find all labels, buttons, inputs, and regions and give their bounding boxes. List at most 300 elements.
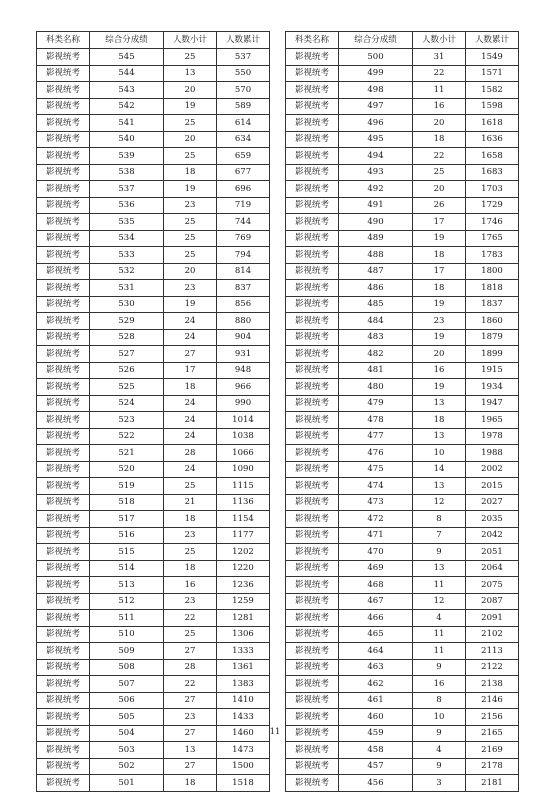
cell-category: 影视统考 <box>286 610 339 627</box>
table-row <box>37 230 270 247</box>
table-row <box>37 49 270 66</box>
cell-category: 影视统考 <box>37 577 90 594</box>
table-row <box>286 82 519 99</box>
cell-score: 462 <box>339 676 413 693</box>
cell-category: 影视统考 <box>286 329 339 346</box>
table-row <box>286 527 519 544</box>
cell-cumulative: 1333 <box>217 643 270 660</box>
cell-count: 14 <box>413 461 466 478</box>
table-row <box>286 709 519 726</box>
cell-score: 515 <box>90 544 164 561</box>
cell-category: 影视统考 <box>286 181 339 198</box>
cell-score: 510 <box>90 626 164 643</box>
table-row <box>37 362 270 379</box>
cell-count: 27 <box>164 692 217 709</box>
table-row <box>286 560 519 577</box>
cell-count: 11 <box>413 643 466 660</box>
cell-count: 11 <box>413 82 466 99</box>
cell-cumulative: 1915 <box>466 362 519 379</box>
cell-score: 528 <box>90 329 164 346</box>
table-row <box>286 148 519 165</box>
table-row <box>37 676 270 693</box>
cell-cumulative: 1965 <box>466 412 519 429</box>
cell-count: 27 <box>164 725 217 742</box>
table-row <box>286 775 519 792</box>
cell-category: 影视统考 <box>286 148 339 165</box>
cell-cumulative: 2087 <box>466 593 519 610</box>
table-row <box>286 428 519 445</box>
cell-count: 18 <box>413 247 466 264</box>
table-row <box>37 247 270 264</box>
cell-count: 31 <box>413 49 466 66</box>
cell-category: 影视统考 <box>37 65 90 82</box>
cell-score: 533 <box>90 247 164 264</box>
cell-count: 13 <box>164 65 217 82</box>
table-header-row <box>286 32 519 49</box>
cell-count: 20 <box>413 346 466 363</box>
cell-score: 541 <box>90 115 164 132</box>
cell-cumulative: 856 <box>217 296 270 313</box>
cell-score: 461 <box>339 692 413 709</box>
cell-cumulative: 550 <box>217 65 270 82</box>
cell-cumulative: 537 <box>217 49 270 66</box>
cell-score: 507 <box>90 676 164 693</box>
table-row <box>37 197 270 214</box>
cell-cumulative: 1703 <box>466 181 519 198</box>
cell-score: 485 <box>339 296 413 313</box>
cell-score: 512 <box>90 593 164 610</box>
table-row <box>37 131 270 148</box>
cell-count: 16 <box>413 676 466 693</box>
table-row <box>37 494 270 511</box>
cell-category: 影视统考 <box>37 775 90 792</box>
cell-count: 19 <box>413 379 466 396</box>
cell-count: 18 <box>164 379 217 396</box>
cell-cumulative: 1460 <box>217 725 270 742</box>
column-header-count: 人数小计 <box>413 32 466 49</box>
table-row <box>37 511 270 528</box>
cell-cumulative: 2075 <box>466 577 519 594</box>
cell-category: 影视统考 <box>37 230 90 247</box>
cell-category: 影视统考 <box>286 725 339 742</box>
cell-cumulative: 1934 <box>466 379 519 396</box>
cell-cumulative: 2064 <box>466 560 519 577</box>
cell-category: 影视统考 <box>286 709 339 726</box>
cell-score: 520 <box>90 461 164 478</box>
cell-score: 517 <box>90 511 164 528</box>
cell-score: 469 <box>339 560 413 577</box>
cell-score: 463 <box>339 659 413 676</box>
cell-score: 458 <box>339 742 413 759</box>
column-header-cumulative: 人数累计 <box>466 32 519 49</box>
table-row <box>37 527 270 544</box>
cell-cumulative: 1383 <box>217 676 270 693</box>
table-row <box>286 445 519 462</box>
cell-category: 影视统考 <box>37 626 90 643</box>
table-row <box>286 577 519 594</box>
table-row <box>286 214 519 231</box>
table-row <box>37 643 270 660</box>
table-row <box>286 544 519 561</box>
cell-category: 影视统考 <box>37 247 90 264</box>
table-row <box>286 280 519 297</box>
cell-score: 456 <box>339 775 413 792</box>
cell-score: 506 <box>90 692 164 709</box>
cell-category: 影视统考 <box>286 362 339 379</box>
cell-cumulative: 1473 <box>217 742 270 759</box>
cell-score: 479 <box>339 395 413 412</box>
cell-cumulative: 1636 <box>466 131 519 148</box>
cell-score: 536 <box>90 197 164 214</box>
table-row <box>37 82 270 99</box>
cell-score: 481 <box>339 362 413 379</box>
cell-score: 459 <box>339 725 413 742</box>
cell-count: 18 <box>164 560 217 577</box>
cell-score: 544 <box>90 65 164 82</box>
table-row <box>37 148 270 165</box>
cell-score: 460 <box>339 709 413 726</box>
cell-category: 影视统考 <box>37 758 90 775</box>
cell-score: 537 <box>90 181 164 198</box>
cell-category: 影视统考 <box>286 395 339 412</box>
cell-score: 464 <box>339 643 413 660</box>
cell-score: 522 <box>90 428 164 445</box>
cell-category: 影视统考 <box>286 758 339 775</box>
cell-score: 457 <box>339 758 413 775</box>
cell-count: 27 <box>164 643 217 660</box>
cell-score: 496 <box>339 115 413 132</box>
cell-category: 影视统考 <box>286 164 339 181</box>
cell-count: 20 <box>164 131 217 148</box>
cell-score: 497 <box>339 98 413 115</box>
cell-score: 527 <box>90 346 164 363</box>
cell-category: 影视统考 <box>286 131 339 148</box>
table-row <box>286 692 519 709</box>
cell-cumulative: 794 <box>217 247 270 264</box>
cell-count: 19 <box>164 181 217 198</box>
cell-cumulative: 1090 <box>217 461 270 478</box>
cell-cumulative: 570 <box>217 82 270 99</box>
table-row <box>286 65 519 82</box>
table-row <box>286 329 519 346</box>
cell-category: 影视统考 <box>37 725 90 742</box>
cell-cumulative: 904 <box>217 329 270 346</box>
cell-score: 529 <box>90 313 164 330</box>
cell-category: 影视统考 <box>37 428 90 445</box>
cell-category: 影视统考 <box>37 461 90 478</box>
table-row <box>37 478 270 495</box>
cell-score: 535 <box>90 214 164 231</box>
cell-category: 影视统考 <box>286 461 339 478</box>
table-row <box>286 742 519 759</box>
table-row <box>286 659 519 676</box>
cell-category: 影视统考 <box>37 692 90 709</box>
cell-count: 28 <box>164 659 217 676</box>
cell-cumulative: 1038 <box>217 428 270 445</box>
cell-cumulative: 634 <box>217 131 270 148</box>
cell-count: 18 <box>164 511 217 528</box>
cell-category: 影视统考 <box>37 181 90 198</box>
table-row <box>37 445 270 462</box>
cell-score: 493 <box>339 164 413 181</box>
column-header-category: 科类名称 <box>37 32 90 49</box>
table-row <box>37 758 270 775</box>
cell-count: 10 <box>413 445 466 462</box>
cell-cumulative: 1306 <box>217 626 270 643</box>
cell-score: 511 <box>90 610 164 627</box>
table-row <box>37 544 270 561</box>
table-row <box>286 511 519 528</box>
cell-count: 25 <box>164 478 217 495</box>
table-row <box>286 676 519 693</box>
cell-score: 486 <box>339 280 413 297</box>
table-row <box>37 115 270 132</box>
cell-cumulative: 2122 <box>466 659 519 676</box>
cell-count: 19 <box>164 296 217 313</box>
table-row <box>37 65 270 82</box>
cell-count: 20 <box>413 115 466 132</box>
cell-count: 23 <box>413 313 466 330</box>
cell-category: 影视统考 <box>286 247 339 264</box>
table-row <box>37 98 270 115</box>
table-row <box>37 626 270 643</box>
cell-category: 影视统考 <box>286 577 339 594</box>
table-row <box>286 230 519 247</box>
column-header-score: 综合分成绩 <box>90 32 164 49</box>
table-row <box>37 263 270 280</box>
cell-cumulative: 2138 <box>466 676 519 693</box>
table-body-right <box>286 49 519 792</box>
cell-category: 影视统考 <box>37 362 90 379</box>
cell-score: 498 <box>339 82 413 99</box>
cell-category: 影视统考 <box>286 49 339 66</box>
table-row <box>37 395 270 412</box>
cell-score: 487 <box>339 263 413 280</box>
cell-category: 影视统考 <box>286 346 339 363</box>
cell-count: 16 <box>164 577 217 594</box>
cell-count: 23 <box>164 527 217 544</box>
cell-score: 468 <box>339 577 413 594</box>
cell-score: 490 <box>339 214 413 231</box>
cell-cumulative: 1115 <box>217 478 270 495</box>
cell-cumulative: 1014 <box>217 412 270 429</box>
table-row <box>37 428 270 445</box>
cell-cumulative: 1783 <box>466 247 519 264</box>
cell-cumulative: 1220 <box>217 560 270 577</box>
cell-cumulative: 1410 <box>217 692 270 709</box>
cell-score: 531 <box>90 280 164 297</box>
cell-count: 19 <box>164 98 217 115</box>
page-number: 11 <box>269 727 281 737</box>
cell-cumulative: 1860 <box>466 313 519 330</box>
cell-cumulative: 1136 <box>217 494 270 511</box>
table-row <box>37 296 270 313</box>
cell-cumulative: 1177 <box>217 527 270 544</box>
cell-count: 12 <box>413 494 466 511</box>
cell-score: 502 <box>90 758 164 775</box>
table-row <box>286 593 519 610</box>
cell-score: 532 <box>90 263 164 280</box>
cell-category: 影视统考 <box>37 148 90 165</box>
table-row <box>37 577 270 594</box>
cell-score: 521 <box>90 445 164 462</box>
table-row <box>286 131 519 148</box>
cell-count: 25 <box>164 115 217 132</box>
cell-cumulative: 2169 <box>466 742 519 759</box>
cell-category: 影视统考 <box>37 131 90 148</box>
table-row <box>37 280 270 297</box>
table-row <box>286 296 519 313</box>
cell-count: 17 <box>164 362 217 379</box>
cell-cumulative: 1765 <box>466 230 519 247</box>
cell-cumulative: 589 <box>217 98 270 115</box>
cell-count: 27 <box>164 758 217 775</box>
cell-cumulative: 2146 <box>466 692 519 709</box>
cell-cumulative: 931 <box>217 346 270 363</box>
cell-category: 影视统考 <box>286 313 339 330</box>
column-header-cumulative: 人数累计 <box>217 32 270 49</box>
cell-score: 472 <box>339 511 413 528</box>
table-row <box>286 164 519 181</box>
cell-cumulative: 1978 <box>466 428 519 445</box>
cell-count: 17 <box>413 214 466 231</box>
cell-score: 500 <box>339 49 413 66</box>
cell-category: 影视统考 <box>286 445 339 462</box>
cell-category: 影视统考 <box>37 197 90 214</box>
cell-score: 473 <box>339 494 413 511</box>
cell-category: 影视统考 <box>286 98 339 115</box>
table-row <box>37 164 270 181</box>
cell-count: 12 <box>413 593 466 610</box>
cell-count: 8 <box>413 511 466 528</box>
cell-cumulative: 2091 <box>466 610 519 627</box>
table-row <box>37 329 270 346</box>
cell-category: 影视统考 <box>37 527 90 544</box>
table-row <box>37 610 270 627</box>
cell-score: 467 <box>339 593 413 610</box>
cell-category: 影视统考 <box>286 511 339 528</box>
cell-category: 影视统考 <box>286 643 339 660</box>
cell-cumulative: 2181 <box>466 775 519 792</box>
cell-category: 影视统考 <box>37 395 90 412</box>
cell-category: 影视统考 <box>286 775 339 792</box>
cell-category: 影视统考 <box>37 115 90 132</box>
cell-category: 影视统考 <box>286 214 339 231</box>
cell-category: 影视统考 <box>37 659 90 676</box>
cell-cumulative: 1683 <box>466 164 519 181</box>
cell-count: 24 <box>164 412 217 429</box>
cell-score: 518 <box>90 494 164 511</box>
cell-category: 影视统考 <box>37 346 90 363</box>
cell-category: 影视统考 <box>286 428 339 445</box>
table-row <box>37 659 270 676</box>
cell-category: 影视统考 <box>37 610 90 627</box>
cell-cumulative: 1236 <box>217 577 270 594</box>
cell-category: 影视统考 <box>286 115 339 132</box>
cell-count: 24 <box>164 313 217 330</box>
cell-cumulative: 2015 <box>466 478 519 495</box>
cell-score: 542 <box>90 98 164 115</box>
cell-score: 499 <box>339 65 413 82</box>
cell-count: 25 <box>164 148 217 165</box>
cell-cumulative: 1879 <box>466 329 519 346</box>
cell-cumulative: 1571 <box>466 65 519 82</box>
table-row <box>37 742 270 759</box>
cell-count: 24 <box>164 461 217 478</box>
table-row <box>286 115 519 132</box>
cell-count: 10 <box>413 709 466 726</box>
table-row <box>286 197 519 214</box>
cell-count: 3 <box>413 775 466 792</box>
table-row <box>286 49 519 66</box>
cell-count: 13 <box>413 478 466 495</box>
cell-count: 18 <box>413 412 466 429</box>
cell-category: 影视统考 <box>286 197 339 214</box>
cell-cumulative: 1518 <box>217 775 270 792</box>
cell-category: 影视统考 <box>37 742 90 759</box>
cell-score: 465 <box>339 626 413 643</box>
cell-cumulative: 659 <box>217 148 270 165</box>
cell-count: 11 <box>413 626 466 643</box>
cell-count: 20 <box>164 82 217 99</box>
cell-count: 24 <box>164 329 217 346</box>
cell-category: 影视统考 <box>286 379 339 396</box>
table-row <box>37 412 270 429</box>
cell-category: 影视统考 <box>286 82 339 99</box>
cell-score: 482 <box>339 346 413 363</box>
cell-score: 504 <box>90 725 164 742</box>
cell-count: 4 <box>413 742 466 759</box>
cell-count: 28 <box>164 445 217 462</box>
table-row <box>286 758 519 775</box>
cell-score: 478 <box>339 412 413 429</box>
cell-count: 23 <box>164 593 217 610</box>
cell-count: 18 <box>164 164 217 181</box>
cell-category: 影视统考 <box>286 65 339 82</box>
table-row <box>286 247 519 264</box>
cell-count: 18 <box>413 280 466 297</box>
cell-cumulative: 1618 <box>466 115 519 132</box>
cell-score: 492 <box>339 181 413 198</box>
cell-count: 22 <box>413 65 466 82</box>
cell-cumulative: 2113 <box>466 643 519 660</box>
table-row <box>37 461 270 478</box>
cell-count: 16 <box>413 362 466 379</box>
cell-score: 509 <box>90 643 164 660</box>
cell-category: 影视统考 <box>37 379 90 396</box>
cell-cumulative: 1202 <box>217 544 270 561</box>
table-row <box>37 313 270 330</box>
cell-count: 23 <box>164 280 217 297</box>
cell-category: 影视统考 <box>286 544 339 561</box>
cell-count: 25 <box>164 626 217 643</box>
cell-score: 488 <box>339 247 413 264</box>
cell-score: 530 <box>90 296 164 313</box>
cell-score: 466 <box>339 610 413 627</box>
cell-score: 523 <box>90 412 164 429</box>
cell-category: 影视统考 <box>37 164 90 181</box>
cell-category: 影视统考 <box>286 593 339 610</box>
cell-category: 影视统考 <box>286 296 339 313</box>
cell-score: 494 <box>339 148 413 165</box>
cell-score: 503 <box>90 742 164 759</box>
cell-score: 543 <box>90 82 164 99</box>
cell-category: 影视统考 <box>37 643 90 660</box>
table-row <box>286 494 519 511</box>
cell-count: 18 <box>413 131 466 148</box>
cell-cumulative: 2102 <box>466 626 519 643</box>
score-table-left <box>36 31 270 792</box>
